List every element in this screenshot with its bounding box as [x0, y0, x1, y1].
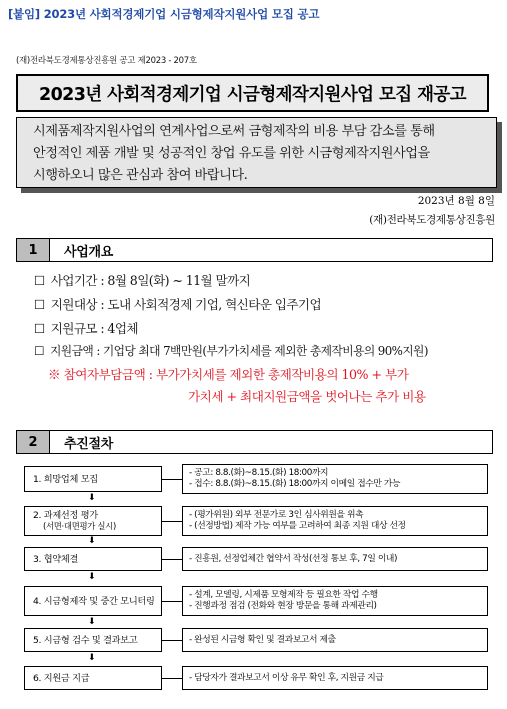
down-arrow-icon: ⬇ [88, 572, 96, 582]
overview-item-target [34, 294, 321, 313]
item-text: 지원규모 : 4업체 [50, 321, 138, 336]
section-number: 1 [17, 239, 50, 261]
desc-line: - 진흥원, 선정업체간 협약서 작성(선정 통보 후, 7일 이내) [189, 553, 398, 564]
step-5-desc [182, 628, 488, 652]
connector-line [162, 479, 182, 480]
intro-line: 시제품제작지원사업의 연계사업으로써 금형제작의 비용 부담 감소를 통해 [33, 124, 435, 139]
checkbox-icon: ☐ [34, 273, 45, 288]
step-3-box [24, 547, 162, 571]
step-2-box [24, 506, 162, 536]
step-4-desc [182, 586, 488, 616]
overview-item-period [34, 270, 250, 289]
step-2-desc [182, 506, 488, 536]
section-number: 2 [17, 431, 50, 453]
desc-line: - 담당자가 결과보고서 이상 유무 확인 후, 지원금 지급 [189, 672, 384, 683]
warning-note-line1: ※ 참여자부담금액 : 부가가치세를 제외한 총제작비용의 10% + 부가 [48, 367, 409, 382]
section-header-overview [16, 238, 493, 262]
warning-note-line2: 가치세 + 최대지원금액을 벗어나는 추가 비용 [188, 389, 426, 404]
desc-line: - (선정방법) 제작 가능 여부를 고려하여 최종 지원 대상 선정 [189, 521, 406, 531]
desc-line: - 완성된 시금형 확인 및 결과보고서 제출 [189, 634, 336, 645]
desc-line: - 공고: 8.8.(화)~8.15.(화) 18:00까지 [189, 468, 329, 478]
step-label: 4. 시금형제작 및 중간 모니터링 [33, 595, 155, 607]
section-title: 추진절차 [64, 436, 114, 452]
step-label: 2. 과제선정 평가 [33, 510, 98, 521]
desc-line: - 진행과정 점검 (전화와 현장 방문을 통해 과제관리) [189, 601, 377, 611]
connector-line [162, 601, 182, 602]
step-label: 5. 시금형 검수 및 결과보고 [33, 634, 138, 646]
overview-item-amount [34, 342, 428, 359]
step-6-box [24, 666, 162, 690]
intro-box [16, 117, 497, 188]
connector-line [162, 640, 182, 641]
checkbox-icon: ☐ [34, 297, 45, 312]
checkbox-icon: ☐ [34, 321, 45, 336]
item-text: 지원금액 : 기업당 최대 7백만원(부가가치세를 제외한 총제작비용의 90%지원) [49, 344, 428, 358]
overview-item-scale [34, 318, 138, 337]
organization-name: (재)전라북도경제통상진흥원 [369, 214, 495, 226]
desc-line: - 설계, 모델링, 시제품 모형제작 등 필요한 작업 수행 [189, 590, 378, 600]
step-1-box [24, 466, 162, 492]
step-label: 1. 희망업체 모집 [33, 473, 98, 485]
section-header-procedure [16, 430, 493, 454]
step-5-box [24, 628, 162, 652]
desc-line: - (평가위원) 외부 전문가로 3인 심사위원을 위촉 [189, 510, 364, 520]
desc-line: - 접수: 8.8.(화)~8.15.(화) 18:00까지 이메일 접수만 가능 [189, 479, 401, 489]
step-label: 6. 지원금 지급 [33, 672, 90, 684]
checkbox-icon: ☐ [34, 344, 44, 358]
down-arrow-icon: ⬇ [88, 536, 96, 546]
down-arrow-icon: ⬇ [88, 617, 96, 627]
item-text: 지원대상 : 도내 사회적경제 기업, 혁신타운 입주기업 [50, 297, 322, 312]
connector-line [162, 521, 182, 522]
connector-line [162, 559, 182, 560]
section-title: 사업개요 [64, 244, 114, 260]
down-arrow-icon: ⬇ [88, 653, 96, 663]
step-4-box [24, 586, 162, 616]
notice-date: 2023년 8월 8일 [417, 195, 495, 207]
step-label: 3. 협약체결 [33, 553, 79, 565]
item-text: 사업기간 : 8월 8일(화) ~ 11월 말까지 [50, 273, 251, 288]
step-sublabel: (서면·대면평가 실시) [43, 521, 116, 531]
step-3-desc [182, 547, 488, 571]
down-arrow-icon: ⬇ [88, 493, 96, 503]
intro-line: 안정적인 제품 개발 및 성공적인 창업 유도를 위한 시금형제작지원사업을 [33, 146, 430, 161]
connector-line [162, 678, 182, 679]
main-title: 2023년 사회적경제기업 시금형제작지원사업 모집 재공고 [16, 74, 489, 112]
notice-number: (재)전라북도경제통상진흥원 공고 제2023 - 207호 [16, 56, 197, 66]
step-6-desc [182, 666, 488, 690]
attachment-title: [붙임] 2023년 사회적경제기업 시금형제작지원사업 모집 공고 [8, 7, 320, 21]
intro-line: 시행하오니 많은 관심과 참여 바랍니다. [33, 168, 248, 183]
step-1-desc [182, 464, 488, 494]
